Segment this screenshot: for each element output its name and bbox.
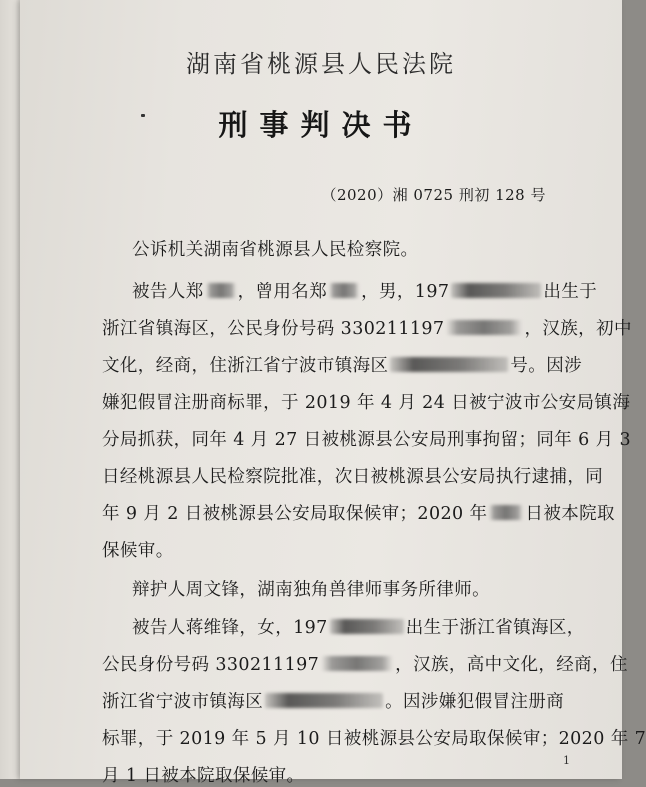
- text-segment: 保候审。: [102, 541, 174, 561]
- text-segment: ，汉族，高中文化，经商，住: [395, 655, 628, 675]
- text-segment: ，男，197: [361, 282, 450, 302]
- text-line: [102, 537, 578, 562]
- redaction-blur: [321, 656, 393, 671]
- text-segment: 辩护人周文锋，湖南独角兽律师事务所律师。: [132, 580, 490, 600]
- redaction-blur: [329, 283, 359, 298]
- text-line: [132, 278, 608, 303]
- text-line: [102, 688, 578, 713]
- redaction-blur: [446, 320, 522, 335]
- text-line: [102, 463, 604, 488]
- text-line: [102, 389, 631, 414]
- text-segment: 公民身份号码 330211197: [102, 655, 320, 675]
- text-line: [102, 651, 628, 676]
- text-segment: 号。因涉: [510, 356, 583, 376]
- text-segment: ，汉族，初中: [524, 319, 632, 339]
- text-line: [102, 315, 632, 340]
- text-segment: 分局抓获，同年 4 月 27 日被桃源县公安局刑事拘留；同年 6 月 3: [102, 430, 632, 450]
- text-line: [102, 500, 615, 525]
- text-line-prosecutor: [132, 236, 608, 261]
- redaction-blur: [489, 505, 523, 520]
- text-segment: 文化，经商，住浙江省宁波市镇海区: [102, 356, 389, 376]
- document-title: 刑事判决书: [218, 108, 424, 142]
- text-segment: 日经桃源县人民检察院批准，次日被桃源县公安局执行逮捕，同: [102, 467, 604, 487]
- redaction-blur: [265, 693, 383, 708]
- text-segment: 日被本院取: [525, 504, 615, 524]
- text-line: [102, 762, 578, 786]
- text-segment: 被告人蒋维锋，女，197: [132, 618, 328, 638]
- text-segment: 出生于: [543, 282, 598, 302]
- text-line-defense-counsel: [132, 576, 608, 601]
- redaction-blur: [330, 619, 404, 634]
- text-line: [102, 725, 646, 750]
- text-line: [102, 426, 632, 451]
- court-name: 湖南省桃源县人民法院: [186, 50, 456, 78]
- text-segment: 。因涉嫌犯假冒注册商: [385, 692, 565, 712]
- text-line: [132, 614, 608, 639]
- case-number: （2020）湘 0725 刑初 128 号: [321, 186, 546, 204]
- text-line: [102, 352, 583, 377]
- page-number: 1: [563, 754, 570, 767]
- text-segment: 被告人郑: [132, 282, 204, 302]
- text-segment: 嫌犯假冒注册商标罪，于 2019 年 4 月 24 日被宁波市公安局镇海: [102, 393, 631, 413]
- text-segment: 浙江省镇海区，公民身份号码 330211197: [102, 319, 445, 339]
- redaction-blur: [390, 357, 508, 372]
- text-segment: 标罪，于 2019 年 5 月 10 日被桃源县公安局取保候审；2020 年 7: [102, 729, 646, 749]
- redaction-blur: [206, 283, 236, 298]
- text-segment: 浙江省宁波市镇海区: [102, 692, 264, 712]
- text-segment: 年 9 月 2 日被桃源县公安局取保候审；2020 年: [102, 504, 488, 524]
- judgment-page: [20, 0, 646, 786]
- text-segment: 出生于浙江省镇海区，: [405, 618, 585, 638]
- text-segment: ，曾用名郑: [237, 282, 328, 302]
- text-segment: 公诉机关湖南省桃源县人民检察院。: [132, 240, 419, 260]
- redaction-blur: [451, 283, 541, 298]
- text-segment: 月 1 日被本院取保候审。: [102, 766, 305, 786]
